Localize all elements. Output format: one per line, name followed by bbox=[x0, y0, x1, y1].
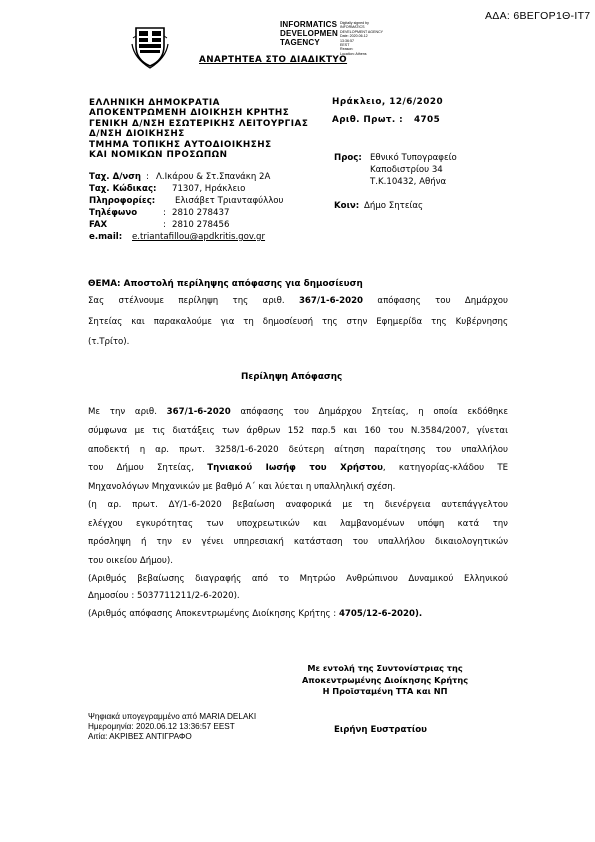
protocol-label: Αριθ. Πρωτ. : bbox=[332, 115, 404, 125]
address-value: Λ.Ικάρου & Στ.Σπανάκη 2Α bbox=[156, 172, 271, 182]
recipient-label: Προς: bbox=[334, 153, 362, 163]
ada-code: ΑΔΑ: 6ΒΕΓΟΡ1Θ-ΙΤ7 bbox=[485, 10, 591, 22]
summary-line-9: του οικείου Δήμου). bbox=[88, 556, 173, 566]
summary-line-10: (Αριθμός βεβαίωσης διαγραφής από το Μητρώο Ανθρώπινου Δυναμικού Ελληνικού bbox=[88, 574, 508, 584]
logo-detail: 13:36:57 bbox=[340, 38, 354, 43]
summary-text: , κατηγορίας-κλάδου ΤΕ bbox=[382, 463, 509, 473]
postal-value: 71307, Ηράκλειο bbox=[172, 184, 246, 194]
sender-line: ΑΠΟΚΕΝΤΡΩΜΕΝΗ ΔΙΟΙΚΗΣΗ ΚΡΗΤΗΣ bbox=[89, 108, 290, 119]
phone-value: 2810 278437 bbox=[172, 208, 230, 218]
intro-text: Σας στέλνουμε περίληψη της αριθ. bbox=[88, 296, 285, 306]
signature-block bbox=[290, 663, 480, 698]
logo-detail: Digitally signed by bbox=[340, 21, 369, 25]
fax-label: FAX bbox=[89, 220, 108, 230]
logo-detail: EEST bbox=[340, 43, 350, 48]
digital-signature-line: Αιτία: ΑΚΡΙΒΕΣ ΑΝΤΙΓΡΑΦΟ bbox=[88, 731, 192, 741]
logo-detail: DEVELOPMENT AGENCY bbox=[340, 29, 384, 34]
sender-line: Δ/ΝΣΗ ΔΙΟΙΚΗΣΗΣ bbox=[89, 129, 185, 140]
summary-text: του Δήμου Σητείας, bbox=[88, 463, 194, 473]
signer-name: Ειρήνη Ευστρατίου bbox=[334, 725, 427, 735]
signature-line: Με εντολή της Συντονίστριας της bbox=[307, 663, 463, 673]
phone-separator: : bbox=[163, 208, 166, 218]
info-label: Πληροφορίες: bbox=[89, 196, 156, 206]
cc-value: Δήμο Σητείας bbox=[364, 201, 424, 211]
signature-logo-details bbox=[340, 21, 383, 56]
digital-signature-line: Ημερομηνία: 2020.06.12 13:36:57 EEST bbox=[88, 721, 235, 731]
digital-signature-line: Ψηφιακά υπογεγραμμένο από MARIA DELAKI bbox=[88, 712, 257, 721]
subject: ΘΕΜΑ: Αποστολή περίληψης απόφασης για δημοσίευση bbox=[88, 279, 363, 289]
intro-line-2: Σητείας και παρακαλούμε για τη δημοσίευσή της στην Εφημερίδα της Κυβέρνησης bbox=[88, 317, 508, 327]
decision-number: 367/1-6-2020 bbox=[298, 296, 364, 306]
logo-detail: Location: Athens bbox=[340, 51, 367, 56]
sender-line: ΤΜΗΜΑ ΤΟΠΙΚΗΣ ΑΥΤΟΔΙΟΙΚΗΣΗΣ bbox=[89, 139, 272, 150]
date-line: Ηράκλειο, 12/6/2020 bbox=[332, 97, 444, 107]
intro-text: απόφασης του Δημάρχου bbox=[377, 296, 509, 306]
logo-line: TAGENCY bbox=[280, 37, 320, 47]
summary-line-5: Μηχανολόγων Μηχανικών με βαθμό Α΄ και λύεται η υπαλληλική σχέση. bbox=[88, 482, 396, 492]
info-value: Ελισάβετ Τριανταφύλλου bbox=[175, 196, 284, 206]
recipient-line: Καποδιστρίου 34 bbox=[370, 165, 443, 175]
summary-line-12 bbox=[88, 609, 508, 619]
digital-signature-stamp bbox=[88, 712, 256, 741]
sender-line: ΕΛΛΗΝΙΚΗ ΔΗΜΟΚΡΑΤΙΑ bbox=[89, 98, 220, 108]
admin-decision-number: 4705/12-6-2020). bbox=[338, 609, 423, 619]
summary-line-1 bbox=[88, 407, 508, 417]
recipient-line: Εθνικό Τυπογραφείο bbox=[370, 153, 457, 163]
summary-line-3: αποδεκτή η αρ. πρωτ. 3258/1-6-2020 δεύτερη αίτηση παραίτησης του υπαλλήλου bbox=[88, 445, 508, 455]
decision-number: 367/1-6-2020 bbox=[166, 407, 231, 417]
sender-header bbox=[89, 98, 308, 160]
address-label: Ταχ. Δ/νση bbox=[89, 172, 142, 182]
fax-separator: : bbox=[163, 220, 166, 230]
summary-line-8: πρόσληψη ή την εν γένει υπηρεσιακή κατάσταση του υπαλλήλου δικαιολογητικών bbox=[88, 537, 508, 547]
employee-name: Τηνιακού Ιωσήφ του Χρήστου bbox=[207, 463, 383, 473]
logo-detail: INFORMATICS bbox=[340, 25, 365, 30]
fax-value: 2810 278456 bbox=[172, 220, 230, 230]
logo-line: DEVELOPMEN bbox=[280, 28, 339, 38]
protocol-number: 4705 bbox=[414, 115, 441, 125]
recipient-line: Τ.Κ.10432, Αθήνα bbox=[370, 177, 447, 187]
summary-line-11: Δημοσίου : 5037711211/2-6-2020). bbox=[88, 591, 240, 601]
summary-text: Με την αριθ. bbox=[88, 407, 157, 417]
email-link[interactable]: e.triantafillou@apdkritis.gov.gr bbox=[132, 232, 266, 242]
posted-notice: ΑΝΑΡΤΗΤΕΑ ΣΤΟ ΔΙΑΔΙΚΤΥΟ bbox=[199, 55, 348, 65]
logo-detail: Date: 2020.06.12 bbox=[340, 34, 368, 39]
summary-line-6: (η αρ. πρωτ. ΔΥ/1-6-2020 βεβαίωση αναφορικά με τη διενέργεια αυτεπάγγελτου bbox=[88, 500, 508, 510]
signature-logo bbox=[280, 21, 338, 47]
phone-label: Τηλέφωνο bbox=[89, 208, 138, 218]
signature-line: Αποκεντρωμένης Διοίκησης Κρήτης bbox=[301, 674, 469, 685]
intro-line-1 bbox=[88, 296, 508, 306]
sender-line: ΓΕΝΙΚΗ Δ/ΝΣΗ ΕΣΩΤΕΡΙΚΗΣ ΛΕΙΤΟΥΡΓΙΑΣ bbox=[89, 118, 309, 129]
sender-line: ΚΑΙ ΝΟΜΙΚΩΝ ΠΡΟΣΩΠΩΝ bbox=[89, 150, 228, 161]
summary-line-7: ελέγχου εγκυρότητας των υποχρεωτικών και λαμβανομένων υπόψη κατά την bbox=[88, 519, 508, 529]
summary-title: Περίληψη Απόφασης bbox=[241, 372, 343, 382]
logo-detail: Reason: bbox=[340, 47, 354, 52]
summary-text: απόφασης του Δημάρχου Σητείας, η οποία εκδόθηκε bbox=[240, 407, 508, 417]
cc-label: Κοιν: bbox=[334, 201, 360, 211]
intro-line-3: (τ.Τρίτο). bbox=[88, 337, 130, 347]
email-label: e.mail: bbox=[89, 232, 123, 242]
summary-line-4 bbox=[88, 463, 508, 473]
address-separator: : bbox=[146, 172, 149, 182]
coat-of-arms-emblem bbox=[130, 24, 170, 70]
signature-line: Η Προϊσταμένη ΤΤΑ και ΝΠ bbox=[322, 686, 448, 696]
postal-label: Ταχ. Κώδικας: bbox=[89, 184, 157, 194]
summary-line-2: σύμφωνα με τις διατάξεις των άρθρων 152 παρ.5 και 160 του Ν.3584/2007, γίνεται bbox=[88, 426, 508, 436]
summary-text: (Αριθμός απόφασης Αποκεντρωμένης Διοίκησης Κρήτης : bbox=[88, 609, 337, 619]
logo-line: INFORMATICS bbox=[280, 20, 338, 29]
